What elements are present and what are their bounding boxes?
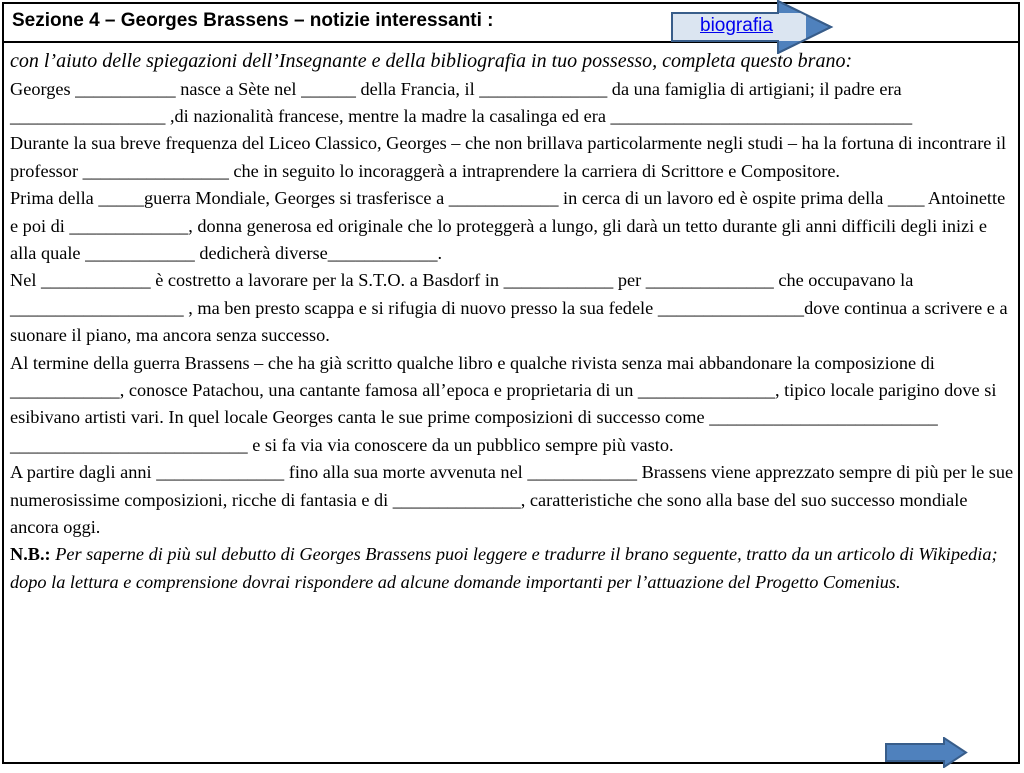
paragraph-5: Al termine della guerra Brassens – che ha già scritto qualche libro e qualche rivista senza mai abbandonare la composizione di ____________, conosce Patachou, una cantante famosa all’epoca e proprietaria di un _______________, tipico locale parigino dove si esibivano artisti vari. In quel locale Georges canta le sue prime composizioni di successo come _________________________ __________________________ e si fa via via conoscere da un pubblico sempre più vasto. bbox=[10, 352, 997, 455]
biografia-link[interactable]: biografia bbox=[700, 15, 773, 36]
instructions: con l’aiuto delle spiegazioni dell’Insegnante e della bibliografia in tuo possesso, completa questo brano: bbox=[10, 50, 853, 72]
header-row bbox=[2, 2, 1020, 43]
next-page-button[interactable] bbox=[884, 737, 968, 768]
nb-note bbox=[10, 541, 1014, 596]
paragraph-1: Georges ___________ nasce a Sète nel ______ della Francia, il ______________ da una famiglia di artigiani; il padre era _________________ ,di nazionalità francese, mentre la madre la casalinga ed era _________________________________ bbox=[10, 78, 913, 126]
paragraph-6: A partire dagli anni ______________ fino alla sua morte avvenuta nel ____________ Brassens viene apprezzato sempre di più per le sue numerosissime composizioni, ricche di fantasia e di ______________, caratteristiche che sono alla base del suo successo mondiale ancora oggi. bbox=[10, 462, 1014, 537]
nb-text: Per saperne di più sul debutto di Georges Brassens puoi leggere e tradurre il brano seguente, tratto da un articolo di Wikipedia; dopo la lettura e comprensione dovrai rispondere ad alcune domande importanti per l’attuazione del Progetto Comenius. bbox=[10, 544, 998, 592]
biografia-link-button[interactable] bbox=[668, 0, 834, 54]
paragraph-4: Nel ____________ è costretto a lavorare per la S.T.O. a Basdorf in ____________ per ______________ che occupavano la ___________________ , ma ben presto scappa e si rifugia di nuovo presso la sua fedele ________________dove continua a scrivere e a suonare il piano, ma ancora senza successo. bbox=[10, 270, 1008, 346]
nb-label: N.B.: bbox=[10, 544, 51, 565]
page-title: Sezione 4 – Georges Brassens – notizie interessanti : bbox=[12, 10, 494, 31]
paragraph-3: Prima della _____guerra Mondiale, Georges si trasferisce a ____________ in cerca di un lavoro ed è ospite prima della ____ Antoinette e poi di _____________, donna generosa ed originale che lo proteggerà a lungo, gli darà un tetto durante gli anni difficili degli inizi e alla quale ____________ dedicherà diverse____________. bbox=[10, 188, 1006, 263]
paragraph-2: Durante la sua breve frequenza del Liceo Classico, Georges – che non brillava particolarmente negli studi – ha la fortuna di incontrare il professor ________________ che in seguito lo incoraggerà a intraprendere la carriera di Scrittore e Compositore. bbox=[10, 133, 1007, 181]
exercise-text bbox=[10, 48, 1014, 596]
right-arrow-icon bbox=[884, 737, 968, 768]
